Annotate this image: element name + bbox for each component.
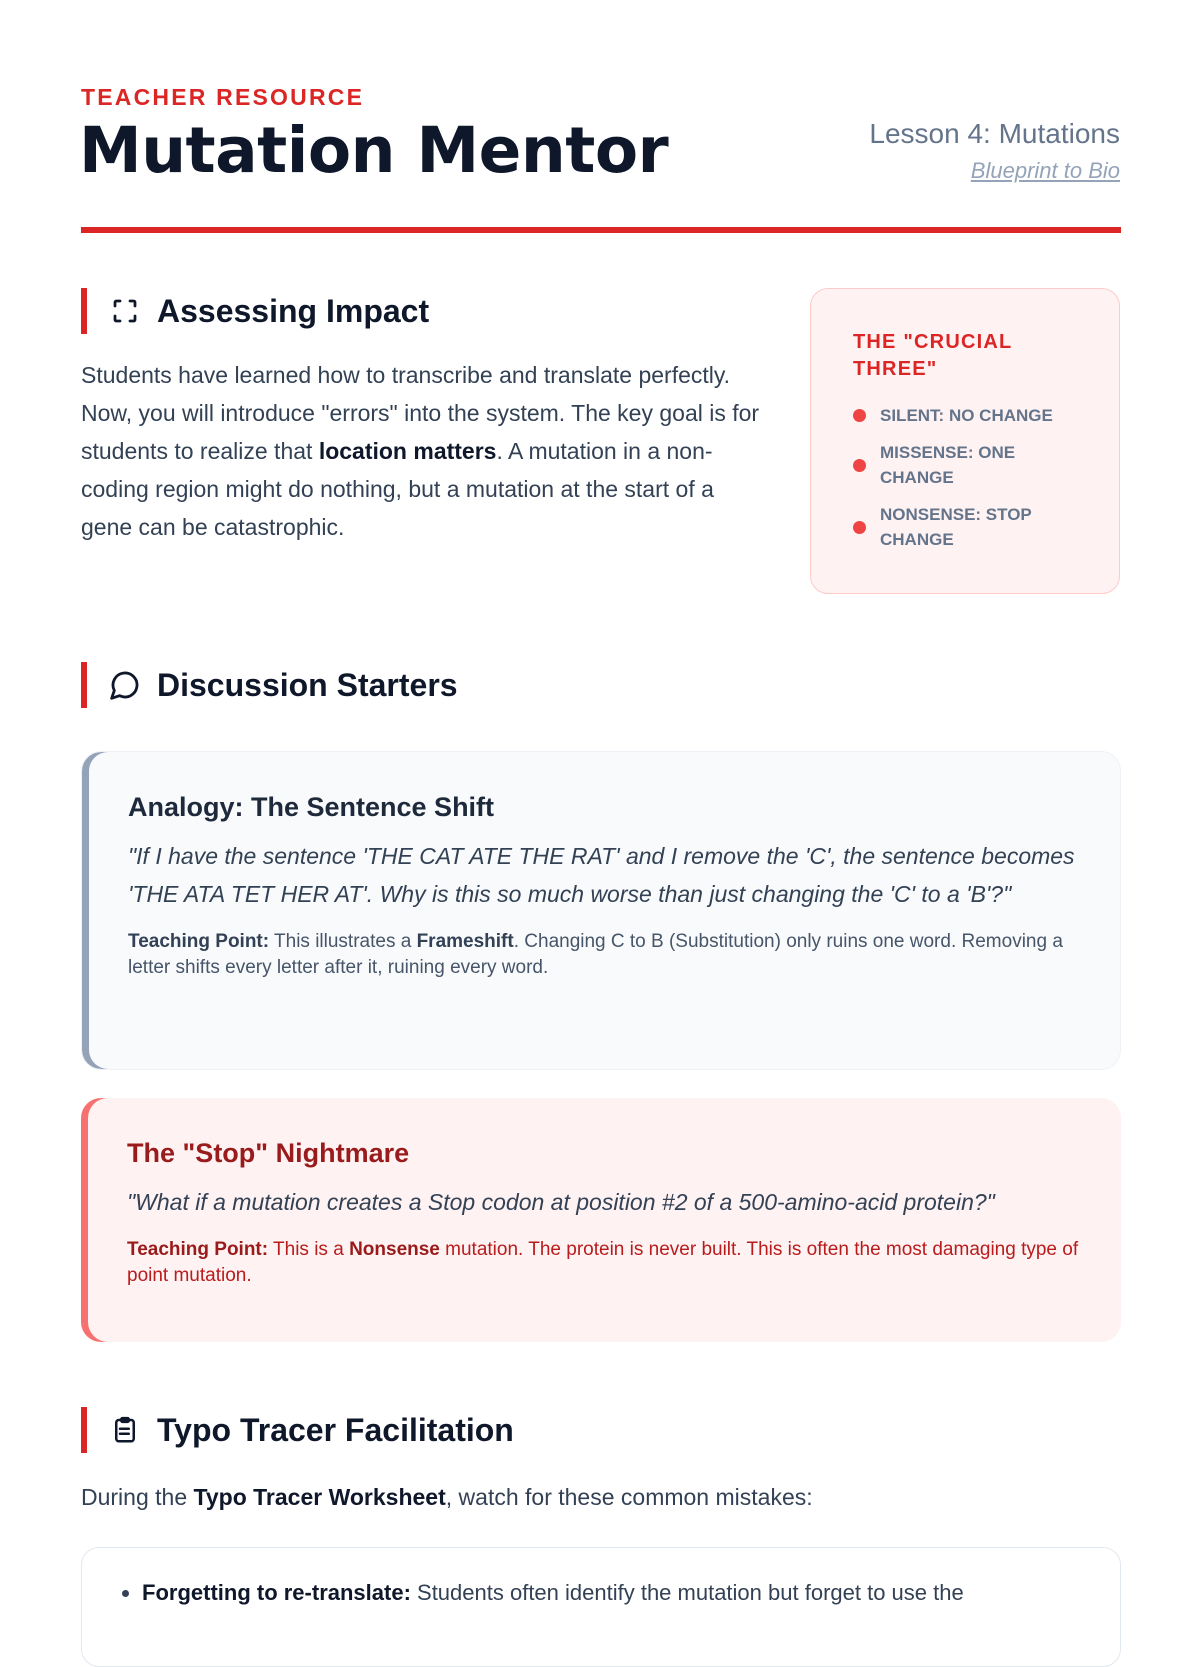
teaching-point-emphasis: Frameshift [416, 931, 514, 952]
typo-intro-text: , watch for these common mistakes: [445, 1484, 813, 1510]
bullet-dot-icon [853, 521, 866, 534]
speech-bubble-icon [109, 669, 141, 701]
list-item-label: MISSENSE: ONE CHANGE [880, 443, 1016, 487]
list-item [853, 403, 1079, 428]
card-quote: "If I have the sentence 'THE CAT ATE THE RAT' and I remove the 'C', the sentence becomes 'THE ATA TET HER AT'. Why is this so much worse than just changing the 'C' to a 'B'?" [128, 843, 1075, 907]
worksheet-name: Typo Tracer Worksheet [193, 1484, 446, 1510]
bullet-dot-icon [853, 459, 866, 472]
page-title: Mutation Mentor [79, 114, 669, 187]
section-title: Discussion Starters [157, 666, 458, 703]
section-header-assessing [81, 288, 429, 334]
crucial-three-callout [810, 288, 1120, 594]
section-accent-bar [81, 662, 87, 708]
section-title: Typo Tracer Facilitation [157, 1411, 514, 1448]
mistake-label: Forgetting to re-translate: [142, 1580, 411, 1605]
bullet-dot-icon [853, 409, 866, 422]
mistake-text: Students often identify the mutation but forget to use the [410, 1580, 964, 1605]
discussion-card-analogy [81, 751, 1121, 1070]
clipboard-icon [109, 1414, 141, 1446]
card-title: Analogy: The Sentence Shift [128, 792, 495, 822]
teaching-point [127, 1237, 1081, 1289]
teaching-point-text: mutation. The protein is never built. This is often the most damaging type of point mutation. [127, 1239, 1079, 1286]
card-quote: "What if a mutation creates a Stop codon at position #2 of a 500-amino-acid protein?" [127, 1189, 995, 1215]
typo-intro-text: During the [81, 1484, 194, 1510]
section-accent-bar [81, 1407, 87, 1453]
discussion-card-stop [81, 1098, 1121, 1342]
section-header-discussion [81, 662, 458, 708]
teaching-point [128, 929, 1080, 981]
list-item-label: NONSENSE: STOP CHANGE [880, 505, 1032, 549]
list-item-label: SILENT: NO CHANGE [880, 406, 1053, 425]
teaching-point-emphasis: Nonsense [349, 1239, 440, 1260]
typo-intro [81, 1484, 813, 1511]
section-accent-bar [81, 288, 87, 334]
lesson-label: Lesson 4: Mutations [869, 118, 1120, 149]
teaching-point-label: Teaching Point: [127, 1239, 269, 1260]
intro-emphasis: location matters [318, 438, 497, 464]
teaching-point-text: This is a [268, 1239, 350, 1260]
list-item [853, 502, 1079, 552]
teaching-point-label: Teaching Point: [128, 931, 270, 952]
callout-title: THE "CRUCIAL THREE" [853, 331, 1013, 380]
intro-text-b: . A mutation in a non-coding region might do nothing, but a mutation at the start of a gene can be catastrophic. [81, 438, 714, 540]
teaching-point-text: . Changing C to B (Substitution) only ruins one word. Removing a letter shifts every letter after it, ruining every word. [128, 931, 1063, 978]
mistakes-box [81, 1547, 1121, 1667]
list-item [142, 1576, 1080, 1610]
teaching-point-text: This illustrates a [269, 931, 417, 952]
intro-paragraph [81, 356, 761, 546]
page-kicker: TEACHER RESOURCE [81, 84, 365, 110]
section-header-typo [81, 1407, 514, 1453]
intro-text-a: Students have learned how to transcribe and translate perfectly. Now, you will introduce "errors" into the system. The key goal is for students to realize that [81, 362, 760, 464]
section-title: Assessing Impact [157, 292, 430, 329]
header-divider [81, 227, 1121, 233]
series-link[interactable]: Blueprint to Bio [970, 158, 1120, 183]
scan-frame-icon [109, 295, 141, 327]
mistakes-list [142, 1576, 1080, 1610]
card-title: The "Stop" Nightmare [127, 1138, 410, 1168]
list-item [853, 440, 1079, 490]
crucial-list [853, 403, 1079, 552]
